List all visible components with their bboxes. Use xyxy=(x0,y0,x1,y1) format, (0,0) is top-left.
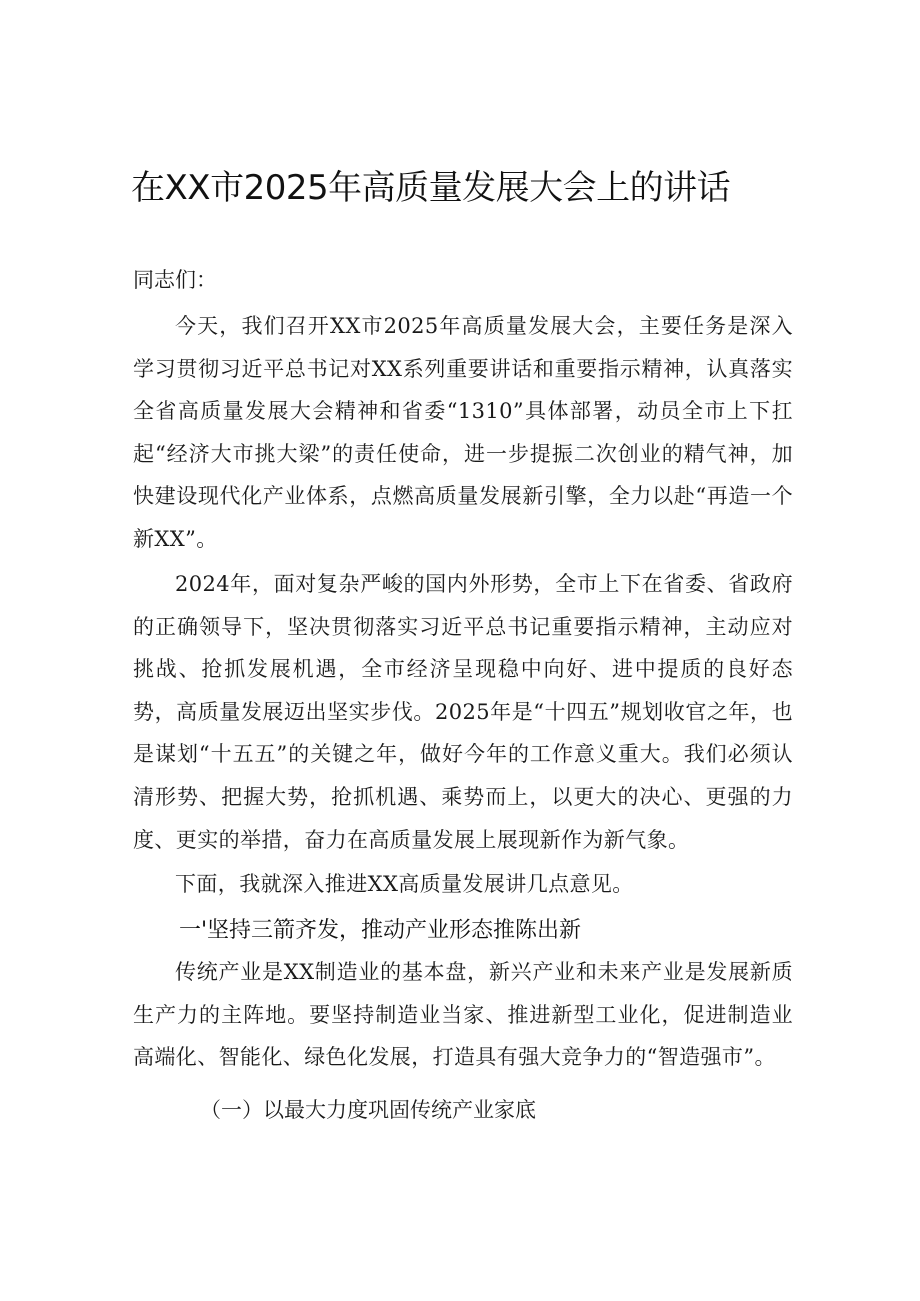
paragraph-transition: 下面，我就深入推进XX高质量发展讲几点意见。 xyxy=(175,872,634,896)
paragraph-review: 2024年，面对复杂严峻的国内外形势，全市上下在省委、省政府的正确领导下，坚决贯彻落实习近平总书记重要指示精神，主动应对挑战、抢抓发展机遇，全市经济呈现稳中向好、进中提质的良好态势，高质量发展迈出坚实步伐。2025年是“十四五”规划收官之年，也是谋划“十五五”的关键之年，做好今年的工作意义重大。我们必须认清形势、把握大势，抢抓机遇、乘势而上，以更大的决心、更强的力度、更实的举措，奋力在高质量发展上展现新作为新气象。 xyxy=(133,572,793,852)
paragraph-intro: 今天，我们召开XX市2025年高质量发展大会，主要任务是深入学习贯彻习近平总书记对XX系列重要讲话和重要指示精神，认真落实全省高质量发展大会精神和省委“1310”具体部署，动员全市上下扛起“经济大市挑大梁”的责任使命，进一步提振二次创业的精气神，加快建设现代化产业体系，点燃高质量发展新引擎，全力以赴“再造一个新XX”。 xyxy=(133,314,793,551)
section-paragraph: 传统产业是XX制造业的基本盘，新兴产业和未来产业是发展新质生产力的主阵地。要坚持制造业当家、推进新型工业化，促进制造业高端化、智能化、绿色化发展，打造具有强大竞争力的“智造强市”。 xyxy=(133,960,793,1070)
subsection-heading: （一）以最大力度巩固传统产业家底 xyxy=(200,1098,536,1122)
document-title: 在XX市2025年高质量发展大会上的讲话 xyxy=(131,168,731,208)
salutation: 同志们： xyxy=(133,268,217,292)
section-heading: 一'坚持三箭齐发，推动产业形态推陈出新 xyxy=(179,918,582,943)
